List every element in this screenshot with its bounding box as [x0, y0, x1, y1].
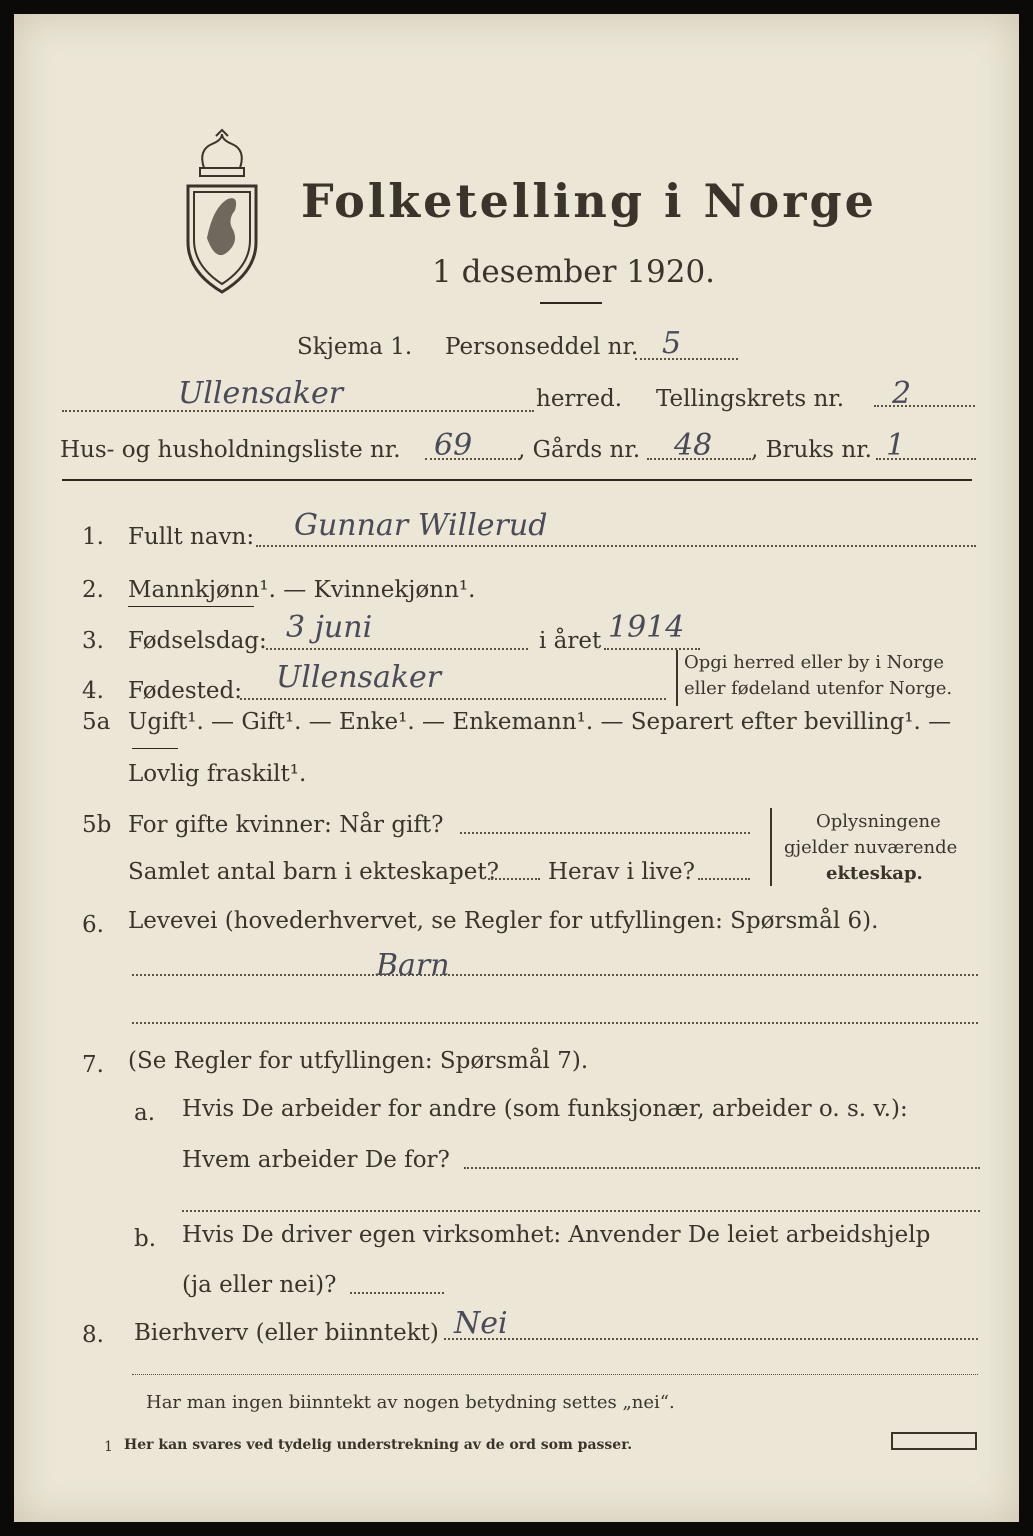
footer-note: Har man ingen biinntekt av nogen betydning settes „nei“. [146, 1392, 675, 1413]
gards-value[interactable]: 48 [674, 428, 713, 463]
q7b-line [350, 1292, 444, 1294]
q6-value[interactable]: Barn [376, 948, 450, 983]
q5a-label: Ugift¹. — Gift¹. — Enke¹. — Enkemann¹. — Separert efter bevilling¹. — [128, 709, 952, 735]
q7-number: 7. [82, 1052, 104, 1078]
husliste-value[interactable]: 69 [434, 428, 473, 463]
q1-value[interactable]: Gunnar Willerud [294, 508, 548, 543]
personseddel-value[interactable]: 5 [662, 326, 682, 361]
q2-number: 2. [82, 577, 104, 603]
husliste-label: Hus- og husholdningsliste nr. [60, 437, 401, 463]
bruks-label: , Bruks nr. [751, 437, 872, 463]
q5b-note-line3: ekteskap. [826, 863, 923, 884]
q4-note-bracket [676, 650, 680, 706]
q5b-note-bracket [770, 808, 774, 886]
q5b-alive-label: Herav i live? [548, 859, 695, 885]
herred-value[interactable]: Ullensaker [178, 376, 344, 411]
q3-label: Fødselsdag: [128, 628, 267, 654]
q5b-note-line2: gjelder nuværende [784, 837, 958, 858]
q7b-label-line2: (ja eller nei)? [182, 1272, 337, 1298]
q7-label: (Se Regler for utfyllingen: Spørsmål 7). [128, 1048, 589, 1074]
tellingskrets-line [874, 405, 975, 407]
tellingskrets-value[interactable]: 2 [892, 376, 912, 411]
q3-year-label: i året [539, 628, 602, 654]
form-title: Folketelling i Norge [301, 174, 877, 228]
footnote-text: Her kan svares ved tydelig understrekning av de ord som passer. [124, 1437, 633, 1453]
q5a-label-line2: Lovlig fraskilt¹. [128, 761, 307, 787]
census-date: 1 desember 1920. [432, 254, 716, 290]
q6-number: 6. [82, 912, 104, 938]
q8-line [444, 1338, 978, 1340]
gards-label: , Gårds nr. [518, 437, 641, 463]
footer-rule [132, 1374, 978, 1375]
q6-label: Levevei (hovederhvervet, se Regler for utfyllingen: Spørsmål 6). [128, 908, 879, 934]
q4-label: Fødested: [128, 678, 243, 704]
q5b-number: 5b [82, 812, 112, 838]
census-form-page [14, 14, 1019, 1522]
herred-label: herred. [536, 386, 623, 412]
q1-number: 1. [82, 524, 104, 550]
q4-line [240, 698, 666, 700]
header-rule [62, 479, 972, 481]
bruks-value[interactable]: 1 [886, 428, 906, 463]
q5b-children-line [488, 878, 540, 880]
q5b-married-line [460, 832, 750, 834]
q3-year-line [604, 648, 700, 650]
q5b-label: For gifte kvinner: Når gift? [128, 812, 444, 838]
q1-label: Fullt navn: [128, 524, 255, 550]
footnote-mark: 1 [104, 1439, 113, 1455]
q1-line [256, 545, 976, 547]
title-divider [540, 302, 602, 304]
tellingskrets-label: Tellingskrets nr. [656, 386, 845, 412]
q7a-label: Hvis De arbeider for andre (som funksjonær, arbeider o. s. v.): [182, 1096, 908, 1122]
q7b-label: Hvis De driver egen virksomhet: Anvender De leiet arbeidshjelp [182, 1222, 931, 1248]
q4-value[interactable]: Ullensaker [276, 660, 442, 695]
q5a-number: 5a [82, 709, 111, 735]
q2-label: Mannkjønn¹. — Kvinnekjønn¹. [128, 577, 476, 603]
q5b-note-line1: Oplysningene [816, 811, 941, 832]
q5a-underline-ugift [132, 748, 178, 749]
q5b-alive-line [698, 878, 750, 880]
q7a-label-line2: Hvem arbeider De for? [182, 1147, 450, 1173]
q6-line1 [132, 974, 978, 976]
q5b-children-label: Samlet antal barn i ekteskapet? [128, 859, 499, 885]
q3-value[interactable]: 3 juni [286, 610, 373, 645]
q4-note-line1: Opgi herred eller by i Norge [684, 652, 945, 673]
q7a-line1 [464, 1167, 980, 1169]
q7a-number: a. [134, 1100, 156, 1126]
q2-underline-mannkjonn [128, 606, 254, 607]
q3-year-value[interactable]: 1914 [608, 610, 685, 645]
q3-line [266, 648, 528, 650]
q8-number: 8. [82, 1322, 104, 1348]
personseddel-label: Personseddel nr. [445, 334, 639, 360]
q7a-line2 [182, 1210, 980, 1212]
personseddel-line [635, 358, 738, 360]
q3-number: 3. [82, 628, 104, 654]
q8-label: Bierhverv (eller biinntekt) [134, 1320, 439, 1346]
printer-stamp [891, 1432, 977, 1450]
q8-value[interactable]: Nei [454, 1306, 508, 1341]
q7b-number: b. [134, 1226, 157, 1252]
coat-of-arms-icon [176, 128, 268, 298]
q6-line2 [132, 1022, 978, 1024]
q4-note-line2: eller fødeland utenfor Norge. [684, 678, 953, 699]
q4-number: 4. [82, 678, 104, 704]
skjema-label: Skjema 1. [297, 334, 413, 360]
